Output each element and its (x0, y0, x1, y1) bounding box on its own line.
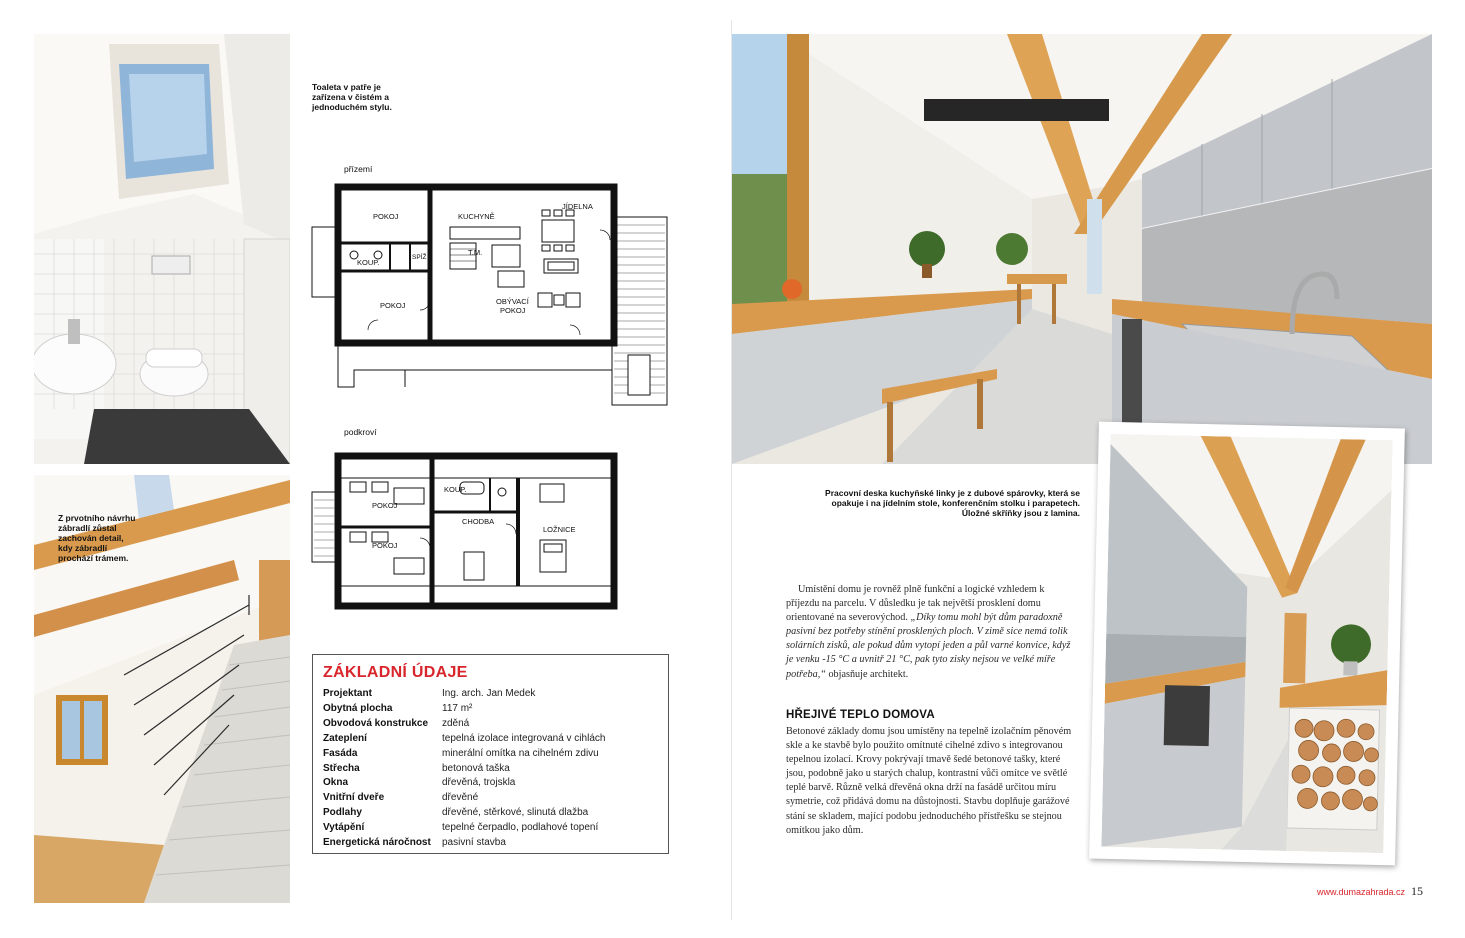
basic-data-value: tepelné čerpadlo, podlahové topení (442, 822, 599, 834)
basic-data-key: Podlahy (323, 807, 362, 819)
basic-data-row (323, 821, 658, 836)
article-paragraph-2: Betonové základy domu jsou umístěny na tepelně izolačním pěnovém skle a ke stavbě bylo použito omítnuté cihelné zdivo s integrovanou tepelnou izolací. Krovy pokrývají tmavě šedé betonové tašky, které jsou, podobně jako u starých chalup, kontrastní vůči omítce ve světlé teplé barvě. Různě velká dřevěná okna drží na fasádě určitou míru symetrie, což přidává domu na důstojnosti. Stavbu doplňuje garážové stání se skladem, mající podobu jednoduchého přístřešku se stejnou omítkou jako dům. (786, 726, 1072, 836)
page-footer (1317, 884, 1423, 899)
basic-data-key: Střecha (323, 762, 360, 774)
basic-data-value: Ing. arch. Jan Medek (442, 688, 536, 699)
room-label: POKOJ (372, 501, 398, 510)
basic-data-value: betonová taška (442, 762, 510, 774)
room-label: KOUP. (444, 485, 467, 494)
room-label: POKOJ (500, 306, 526, 315)
kitchen-caption: Pracovní deska kuchyňské linky je z dubové spárovky, která se opakuje i na jídelním stole, konferenčním stolku i parapetech. Úložné skříňky jsou z lamina. (825, 488, 1080, 518)
basic-data-key: Energetická náročnost (323, 837, 431, 849)
basic-data-title: ZÁKLADNÍ ÚDAJE (323, 664, 468, 681)
basic-data-value: pasivní stavba (442, 837, 506, 849)
basic-data-key: Zateplení (323, 732, 367, 744)
basic-data-row (323, 762, 658, 777)
page-number: 15 (1411, 884, 1423, 898)
basic-data-value: dřevěná, trojskla (442, 777, 516, 789)
attic-floor-label: podkroví (344, 427, 377, 437)
basic-data-row (323, 806, 658, 821)
room-label: LOŽNICE (543, 525, 576, 534)
toilet-photo (34, 34, 290, 464)
basic-data-key: Projektant (323, 688, 372, 699)
basic-data-value: dřevěné, stěrkové, slinutá dlažba (442, 807, 589, 819)
article-paragraph-1-end: objasňuje architekt. (825, 668, 909, 680)
room-label: SPÍŽ (412, 254, 427, 261)
room-label: KUCHYNĚ (458, 212, 495, 221)
section-heading: HŘEJIVÉ TEPLO DOMOVA (786, 709, 935, 721)
basic-data-key: Vytápění (323, 822, 365, 834)
room-label: POKOJ (380, 301, 406, 310)
basic-data-value: zděná (442, 717, 470, 729)
room-label: POKOJ (373, 212, 399, 221)
basic-data-key: Fasáda (323, 747, 358, 759)
stairs-caption: Z prvotního návrhu zábradlí zůstal zachován detail, kdy zábradlí prochází trámem. (58, 513, 136, 563)
basic-data-row (323, 732, 658, 747)
architect-quote: „Díky tomu mohl být dům paradoxně pasivní bez potřeby stínění prosklených ploch. V zimě sice nemá tolik solárních zisků, ale pokud dům vytopí jeden a půl varné konvice, když je venku -15 °C a uvnitř 21 °C, pak tyto zisky nejsou ve velké míře potřeba,“ (786, 612, 1071, 680)
basic-data-value: tepelná izolace integrovaná v cihlách (442, 732, 606, 744)
attic-floor-plan (310, 440, 620, 615)
article-paragraph-1-start: Umístění domu je rovněž plně funkční a logické vzhledem k příjezdu na parcelu. V důsledku je tak největší prosklení domu orientované na severovýchod. (786, 584, 1045, 624)
kitchen-firewood-photo (1101, 434, 1392, 853)
kitchen-photo (732, 34, 1432, 464)
basic-data-row (323, 747, 658, 762)
room-label: T.M. (468, 248, 483, 257)
basic-data-value: 117 m² (442, 702, 473, 714)
room-label: POKOJ (372, 541, 398, 550)
toilet-caption: Toaleta v patře je zařízena v čistém a jednoduchém stylu. (312, 82, 392, 112)
basic-data-key: Vnitřní dveře (323, 792, 385, 804)
basic-data-row (323, 687, 658, 702)
basic-data-key: Okna (323, 777, 349, 789)
room-label: CHODBA (462, 517, 495, 526)
basic-data-row (323, 791, 658, 806)
site-url[interactable]: www.dumazahrada.cz (1316, 887, 1405, 897)
basic-data-row (323, 717, 658, 732)
basic-data-row (323, 776, 658, 791)
basic-data-row (323, 836, 658, 851)
basic-data-box (312, 654, 669, 854)
room-label: KOUP. (357, 258, 380, 267)
ground-floor-label: přízemí (344, 164, 373, 174)
basic-data-table (323, 687, 658, 851)
basic-data-value: minerální omítka na cihelném zdivu (442, 747, 599, 759)
room-label: OBÝVACÍ (496, 297, 529, 306)
basic-data-key: Obytná plocha (323, 702, 393, 714)
basic-data-key: Obvodová konstrukce (323, 717, 429, 729)
article-paragraph-1 (786, 583, 1076, 682)
ground-floor-plan (310, 175, 670, 410)
inset-photo-frame (1089, 422, 1405, 866)
room-label: JÍDELNA (562, 202, 593, 211)
basic-data-value: dřevěné (442, 792, 479, 804)
basic-data-row (323, 702, 658, 717)
